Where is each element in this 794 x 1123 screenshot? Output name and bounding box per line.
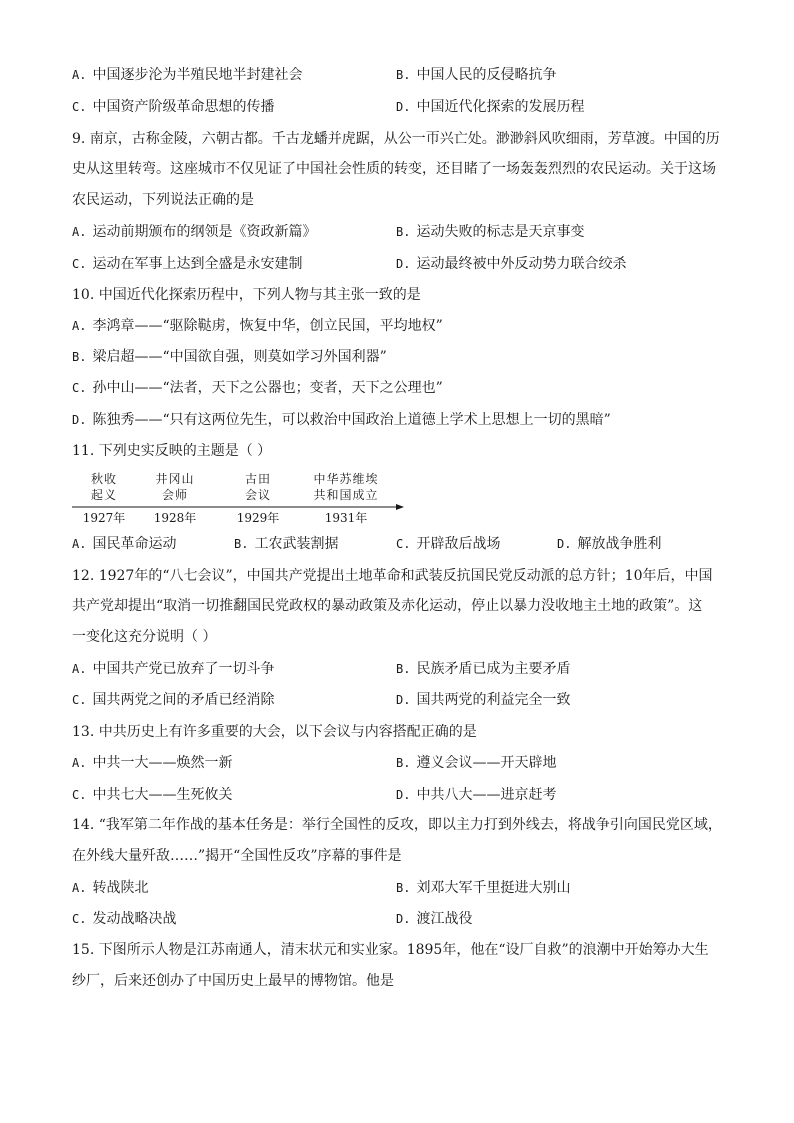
svg-text:会议: 会议 [244, 488, 272, 502]
q11-option-a: A. 国民革命运动 [72, 536, 177, 552]
q13-option-d: D. 中共八大——进京赶考 [396, 787, 557, 803]
svg-text:起义: 起义 [90, 488, 118, 502]
q12-stem-line-1: 12. 1927年的“八七会议”，中国共产党提出土地革命和武装反抗国民党反动派的总方针；10年后，中国 [72, 568, 713, 584]
q9-option-a: A. 运动前期颁布的纲领是《资政新篇》 [72, 224, 317, 240]
timeline-event-4 [313, 471, 378, 525]
q11-option-b: B. 工农武装割据 [234, 536, 339, 552]
q11-option-c: C. 开辟敌后战场 [396, 536, 501, 552]
q8-option-c: C. 中国资产阶级革命思想的传播 [72, 99, 275, 115]
q13-option-c: C. 中共七大——生死攸关 [72, 787, 233, 803]
q14-option-c: C. 发动战略决战 [72, 911, 177, 927]
q13-stem: 13. 中共历史上有许多重要的大会，以下会议与内容搭配正确的是 [72, 724, 477, 740]
timeline-arrowhead [396, 504, 404, 510]
timeline-event-1 [83, 471, 126, 525]
svg-text:1931年: 1931年 [324, 511, 368, 525]
q14-stem-line-1: 14. “我军第二年作战的基本任务是：举行全国性的反攻，即以主力打到外线去，将战争引向国民党区域， [72, 817, 722, 833]
q13-option-b: B. 遵义会议——开天辟地 [396, 755, 557, 771]
q12-stem-line-2: 共产党却提出“取消一切推翻国民党政权的暴动政策及赤化运动，停止以暴力没收地主土地的政策”。这 [72, 598, 703, 614]
q10-option-b: B. 梁启超——“中国欲自强，则莫如学习外国利器” [72, 349, 387, 365]
q14-stem-line-2: 在外线大量歼敌……”揭开“全国性反攻”序幕的事件是 [72, 848, 402, 864]
q9-stem-line-3: 农民运动，下列说法正确的是 [72, 192, 254, 208]
svg-text:共和国成立: 共和国成立 [313, 488, 379, 502]
q14-option-d: D. 渡江战役 [396, 911, 473, 927]
q15-stem-line-2: 纱厂，后来还创办了中国历史上最早的博物馆。他是 [72, 973, 394, 989]
q15-stem-line-1: 15. 下图所示人物是江苏南通人，清末状元和实业家。1895年，他在“设厂自救”的浪潮中开始筹办大生 [72, 942, 709, 958]
q10-option-c: C. 孙中山——“法者，天下之公器也；变者，天下之公理也” [72, 380, 443, 396]
q11-stem: 11. 下列史实反映的主题是（ ） [72, 443, 272, 459]
q10-option-d: D. 陈独秀——“只有这两位先生，可以救治中国政治上道德上学术上思想上一切的黑暗” [72, 412, 611, 428]
q8-option-b: B. 中国人民的反侵略抗争 [396, 67, 557, 83]
svg-text:中华苏维埃: 中华苏维埃 [313, 472, 379, 486]
q14-option-a: A. 转战陕北 [72, 880, 149, 896]
svg-text:古田: 古田 [244, 472, 272, 486]
q10-option-a: A. 李鸿章——“驱除鞑虏，恢复中华，创立民国，平均地权” [72, 318, 443, 334]
q12-option-a: A. 中国共产党已放弃了一切斗争 [72, 661, 275, 677]
q11-option-d: D. 解放战争胜利 [557, 536, 662, 552]
q13-option-a: A. 中共一大——焕然一新 [72, 755, 233, 771]
svg-text:1928年: 1928年 [153, 511, 197, 525]
q9-option-d: D. 运动最终被中外反动势力联合绞杀 [396, 256, 627, 272]
q12-option-b: B. 民族矛盾已成为主要矛盾 [396, 661, 571, 677]
q12-option-d: D. 国共两党的利益完全一致 [396, 692, 571, 708]
timeline-event-2 [154, 471, 197, 525]
q9-option-b: B. 运动失败的标志是天京事变 [396, 224, 585, 240]
q9-stem-line-1: 9. 南京，古称金陵，六朝古都。千古龙蟠并虎踞，从公一帀兴亡处。渺渺斜风吹细雨，芳草渡。中国的历 [72, 131, 720, 147]
svg-text:会师: 会师 [161, 488, 189, 502]
q12-option-c: C. 国共两党之间的矛盾已经消除 [72, 692, 275, 708]
q11-timeline [70, 470, 410, 528]
timeline-event-3 [237, 471, 280, 525]
q9-option-c: C. 运动在军事上达到全盛是永安建制 [72, 256, 303, 272]
svg-text:井冈山: 井冈山 [155, 472, 195, 486]
svg-text:秋收: 秋收 [90, 472, 118, 486]
svg-text:1929年: 1929年 [236, 511, 280, 525]
q10-stem: 10. 中国近代化探索历程中，下列人物与其主张一致的是 [72, 287, 421, 303]
svg-text:1927年: 1927年 [82, 511, 126, 525]
q12-stem-line-3: 一变化这充分说明（ ） [72, 629, 217, 645]
q8-option-a: A. 中国逐步沦为半殖民地半封建社会 [72, 67, 303, 83]
q14-option-b: B. 刘邓大军千里挺进大别山 [396, 880, 571, 896]
q9-stem-line-2: 史从这里转弯。这座城市不仅见证了中国社会性质的转变，还目睹了一场轰轰烈烈的农民运动。关于这场 [72, 161, 716, 177]
q8-option-d: D. 中国近代化探索的发展历程 [396, 99, 585, 115]
